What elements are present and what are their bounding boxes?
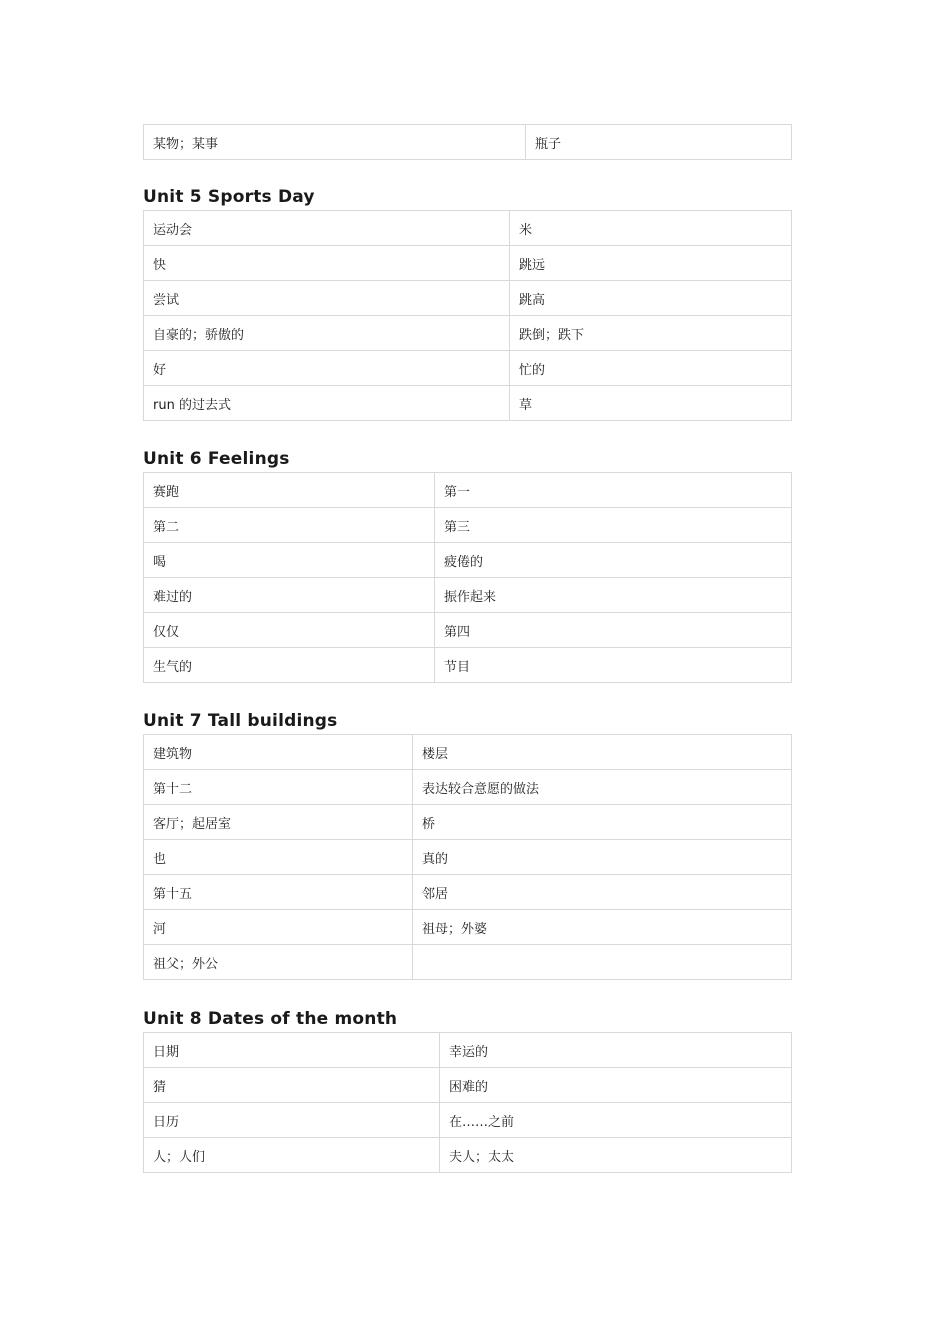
table-cell: 祖父；外公: [144, 945, 413, 980]
unit-5-section: [143, 184, 791, 421]
table-cell: 节目: [435, 648, 792, 683]
table-row: [144, 473, 792, 508]
table-cell: 喝: [144, 543, 435, 578]
table-cell: 猜: [144, 1068, 440, 1103]
table-row: [144, 735, 792, 770]
table-cell: 客厅；起居室: [144, 805, 413, 840]
table-cell: 夫人；太太: [440, 1138, 792, 1173]
table-cell: 赛跑: [144, 473, 435, 508]
table-row: [144, 316, 792, 351]
table-cell: 桥: [413, 805, 792, 840]
table-cell: 人；人们: [144, 1138, 440, 1173]
table-row: [144, 1138, 792, 1173]
table-cell: run 的过去式: [144, 386, 510, 421]
table-cell: 某物；某事: [144, 125, 526, 160]
table-cell: 难过的: [144, 578, 435, 613]
table-row: [144, 910, 792, 945]
section-heading: Unit 5 Sports Day: [143, 187, 315, 207]
table-row: [144, 945, 792, 980]
table-cell: [413, 945, 792, 980]
table-cell: 第二: [144, 508, 435, 543]
table-cell: 生气的: [144, 648, 435, 683]
table-row: [144, 1103, 792, 1138]
table-row: [144, 840, 792, 875]
table-cell: 米: [510, 211, 792, 246]
table-cell: 第十五: [144, 875, 413, 910]
table-cell: 自豪的；骄傲的: [144, 316, 510, 351]
table-row: [144, 578, 792, 613]
table-cell: 建筑物: [144, 735, 413, 770]
table-row: [144, 648, 792, 683]
table-cell: 跳远: [510, 246, 792, 281]
table-cell: 困难的: [440, 1068, 792, 1103]
table-cell: 忙的: [510, 351, 792, 386]
table-cell: 表达较合意愿的做法: [413, 770, 792, 805]
table-row: [144, 805, 792, 840]
table-cell: 楼层: [413, 735, 792, 770]
table-cell: 快: [144, 246, 510, 281]
table-cell: 第四: [435, 613, 792, 648]
table-cell: 草: [510, 386, 792, 421]
table-row: [144, 246, 792, 281]
top-table-section: [143, 124, 791, 160]
table-cell: 瓶子: [526, 125, 792, 160]
table-cell: 日历: [144, 1103, 440, 1138]
table-row: [144, 613, 792, 648]
table-cell: 真的: [413, 840, 792, 875]
vocab-table: [143, 472, 792, 683]
table-cell: 邻居: [413, 875, 792, 910]
table-row: [144, 1068, 792, 1103]
table-cell: 运动会: [144, 211, 510, 246]
table-cell: 在……之前: [440, 1103, 792, 1138]
section-heading: Unit 7 Tall buildings: [143, 711, 338, 731]
table-cell: 第十二: [144, 770, 413, 805]
table-cell: 尝试: [144, 281, 510, 316]
table-row: [144, 1033, 792, 1068]
table-row: [144, 125, 792, 160]
table-row: [144, 386, 792, 421]
table-cell: 也: [144, 840, 413, 875]
table-row: [144, 351, 792, 386]
unit-6-section: [143, 446, 791, 683]
table-cell: 日期: [144, 1033, 440, 1068]
table-cell: 仅仅: [144, 613, 435, 648]
vocab-table: [143, 124, 792, 160]
unit-7-section: [143, 708, 791, 980]
section-heading: Unit 8 Dates of the month: [143, 1009, 398, 1029]
table-row: [144, 875, 792, 910]
table-row: [144, 211, 792, 246]
table-cell: 疲倦的: [435, 543, 792, 578]
vocab-table: [143, 734, 792, 980]
table-row: [144, 508, 792, 543]
table-cell: 振作起来: [435, 578, 792, 613]
table-cell: 跳高: [510, 281, 792, 316]
table-cell: 河: [144, 910, 413, 945]
vocab-table: [143, 210, 792, 421]
table-cell: 祖母；外婆: [413, 910, 792, 945]
table-cell: 第一: [435, 473, 792, 508]
table-cell: 第三: [435, 508, 792, 543]
vocab-table: [143, 1032, 792, 1173]
table-cell: 幸运的: [440, 1033, 792, 1068]
table-row: [144, 543, 792, 578]
section-heading: Unit 6 Feelings: [143, 449, 290, 469]
table-cell: 好: [144, 351, 510, 386]
table-row: [144, 770, 792, 805]
table-row: [144, 281, 792, 316]
unit-8-section: [143, 1006, 791, 1173]
table-cell: 跌倒；跌下: [510, 316, 792, 351]
